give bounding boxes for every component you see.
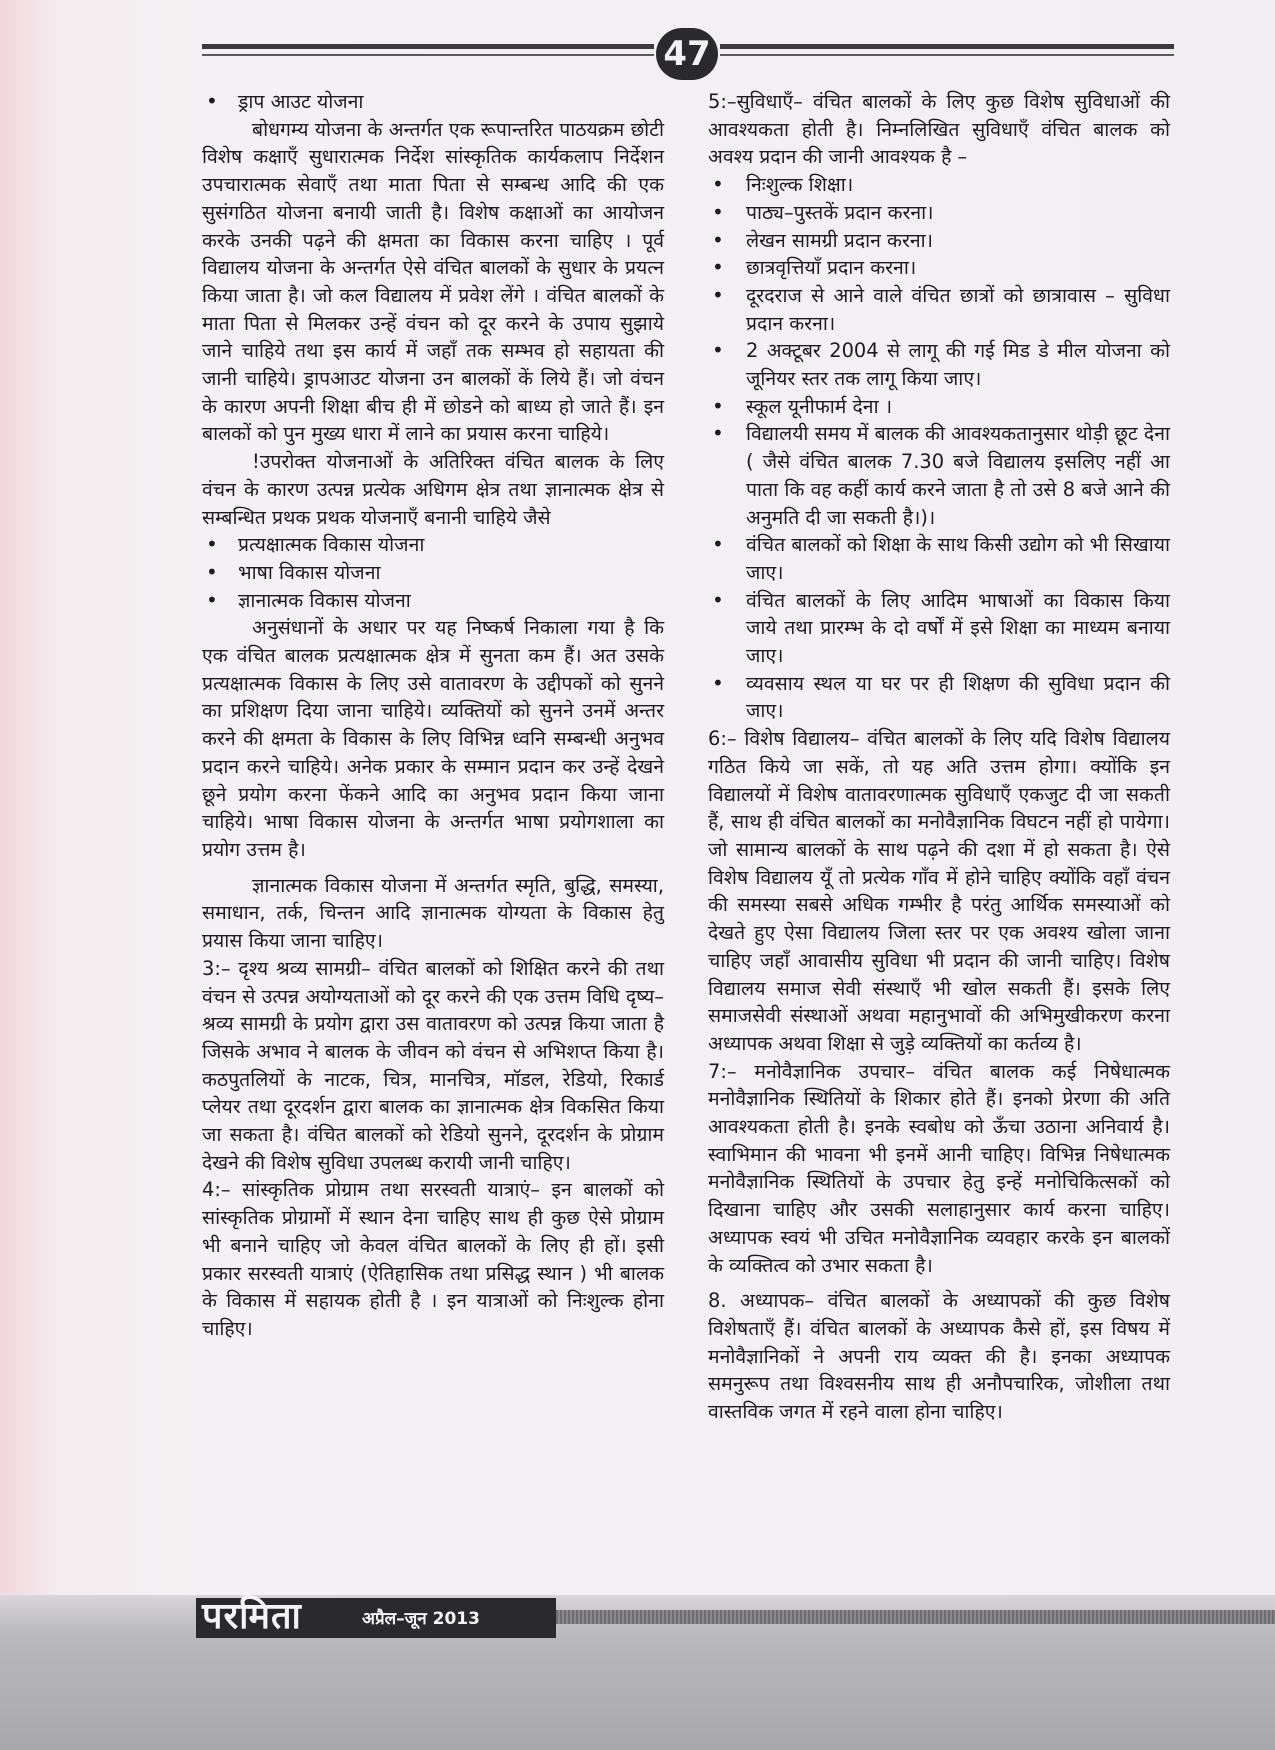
issue-date: अप्रैल–जून 2013 — [362, 1609, 480, 1629]
paragraph: बोधगम्य योजना के अन्तर्गत एक रूपान्तरित पाठयक्रम छोटी विशेष कक्षाएँ सुधारात्मक निर्देश सांस्कृतिक कार्यकलाप निर्देशन उपचारात्मक सेवाएँ तथा माता पिता से सम्बन्ध आदि की एक सुसंगठित योजना बनायी जाती है। विशेष कक्षाओं का आयोजन करके उनकी पढ़ने की क्षमता का विकास करना चाहिए । पूर्व विद्यालय योजना के अन्तर्गत ऐसे वंचित बालकों के सुधार के प्रयत्न किया जाता है। जो कल विद्यालय में प्रवेश लेंगे । वंचित बालकों के माता पिता से मिलकर उन्हें वंचन को दूर करने के उपाय सुझाये जाने चाहिये तथा इस कार्य में जहाँ तक सम्भव हो सहायता की जानी चाहिये। ड्रापआउट योजना उन बालकों कें लिये हैं। जो वंचन के कारण अपनी शिक्षा बीच ही में छोडने को बाध्य हो जाते हैं। इन बालकों को पुन मुख्य धारा में लाने का प्रयास करना चाहिये। — [202, 117, 664, 446]
header-rule-right-thin — [720, 54, 1174, 56]
list-item: • प्रत्यक्षात्मक विकास योजना — [202, 531, 664, 559]
list-item: • लेखन सामग्री प्रदान करना। — [708, 227, 1170, 255]
plans-list — [202, 531, 664, 614]
list-item: • भाषा विकास योजना — [202, 559, 664, 587]
list-item: • ज्ञानात्मक विकास योजना — [202, 587, 664, 615]
list-item: • वंचित बालकों के लिए आदिम भाषाओं का विकास किया जाये तथा प्रारम्भ के दो वर्षों में इसे शिक्षा का माध्यम बनाया जाए। — [708, 587, 1170, 670]
page-number: 47 — [656, 28, 718, 80]
paragraph: 8. अध्यापक– वंचित बालकों के अध्यापकों की कुछ विशेष विशेषताएँ हैं। वंचित बालकों के अध्यापक कैसे हों, इस विषय में मनोवैज्ञानिकों ने अपनी राय व्यक्त की है। इनका अध्यापक समनुरूप तथा विश्वसनीय साथ ही अनौपचारिक, जोशीला तथा वास्तविक जगत में रहने वाला होना चाहिए। — [708, 1289, 1170, 1424]
list-item: • वंचित बालकों को शिक्षा के साथ किसी उद्योग को भी सिखाया जाए। — [708, 531, 1170, 586]
left-column — [202, 88, 664, 1343]
paragraph: 4:– सांस्कृतिक प्रोग्राम तथा सरस्वती यात्राएं– इन बालकों को सांस्कृतिक प्रोग्रामों में स्थान देना चाहिए साथ ही कुछ ऐसे प्रोग्राम भी बनाने चाहिए जो केवल वंचित बालकों के लिए ही हों। इसी प्रकार सरस्वती यात्राएं (ऐतिहासिक तथा प्रसिद्ध स्थान ) भी बालक के विकास में सहायक होती है । इन यात्राओं को निःशुल्क होना चाहिए। — [202, 1178, 664, 1340]
list-item: • विद्यालयी समय में बालक की आवश्यकतानुसार थोड़ी छूट देना ( जैसे वंचित बालक 7.30 बजे विद्यालय इसलिए नहीं आ पाता कि वह कहीं कार्य करने जाता है तो उसे 8 बजे आने की अनुमति दी जा सकती है।)। — [708, 420, 1170, 531]
paragraph: 3:– दृश्य श्रव्य सामग्री– वंचित बालकों को शिक्षित करने की तथा वंचन से उत्पन्न अयोग्यताओं को दूर करने की एक उत्तम विधि दृष्य–श्रव्य सामग्री के प्रयोग द्वारा उस वातावरण को उत्पन्न किया जाता है जिसके अभाव ने बालक के जीवन को वंचन से अभिशप्त किया है। कठपुतलियों के नाटक, चित्र, मानचित्र, मॉडल, रेडियो, रिकार्ड प्लेयर तथा दूरदर्शन द्वारा बालक का ज्ञानात्मक क्षेत्र विकसित किया जा सकता है। वंचित बालकों को रेडियो सुनने, दूरदर्शन के प्रोग्राम देखने की विशेष सुविधा उपलब्ध करायी जानी चाहिए। — [202, 956, 664, 1174]
list-item: • 2 अक्टूबर 2004 से लागू की गई मिड डे मील योजना को जूनियर स्तर तक लागू किया जाए। — [708, 337, 1170, 392]
paragraph: 6:– विशेष विद्यालय– वंचित बालकों के लिए यदि विशेष विद्यालय गठित किये जा सकें, तो यह अति उत्तम होगा। क्योंकि इन विद्यालयों में विशेष वातावरणात्मक सुविधाएँ एकजुट दी जा सकती हैं, साथ ही वंचित बालकों का मनोवैज्ञानिक विघटन नहीं हो पायेगा। जो सामान्य बालकों के साथ पढ़ने की दशा में हो सकता है। ऐसे विशेष विद्यालय यूँ तो प्रत्येक गाँव में होने चाहिए क्योंकि वहाँ वंचन की समस्या सबसे अधिक गम्भीर है परंतु आर्थिक समस्याओं को देखते हुए ऐसा विद्यालय जिला स्तर पर एक अवश्य खोला जाना चाहिए जहाँ आवासीय सुविधा भी प्रदान की जानी चाहिए। विशेष विद्यालय समाज सेवी संस्थाएँ भी खोल सकती हैं। इसके लिए समाजसेवी संस्थाओं अथवा महानुभावों की अभिमुखीकरण करना अध्यापक अथवा शिक्षा से जुड़े व्यक्तियों का कर्तव्य है। — [708, 727, 1170, 1055]
dropout-list — [202, 88, 664, 116]
right-column — [708, 88, 1170, 1426]
paragraph: अनुसंधानों के अधार पर यह निष्कर्ष निकाला गया है कि एक वंचित बालक प्रत्यक्षात्मक क्षेत्र में सुनता कम हैं। अत उसके प्रत्यक्षात्मक विकास के लिए उसे वातावरण के उद्दीपकों को सुनने का प्रशिक्षण दिया जाना चाहिये। व्यक्तियों को सुनने उनमें अन्तर करने की क्षमता के विकास के लिए विभिन्न ध्वनि सम्बन्धी अनुभव प्रदान करने चाहिये। अनेक प्रकार के सम्मान प्रदान कर उन्हें देखने छूने प्रयोग करना फेंकने आदि का अनुभव प्रदान किया जाना चाहिये। भाषा विकास योजना के अन्तर्गत भाषा प्रयोगशाला का प्रयोग उत्तम है। — [202, 616, 664, 861]
header-rule-right — [720, 44, 1174, 49]
list-item: • ड्राप आउट योजना — [202, 88, 664, 116]
list-item: • पाठ्य–पुस्तकें प्रदान करना। — [708, 199, 1170, 227]
facilities-list — [708, 171, 1170, 725]
list-item: • छात्रवृत्तियाँ प्रदान करना। — [708, 254, 1170, 282]
footer-bar — [196, 1595, 556, 1638]
footer-rule — [556, 1610, 1275, 1624]
paragraph: 5:–सुविधाएँ– वंचित बालकों के लिए कुछ विशेष सुविधाओं की आवश्यकता होती है। निम्नलिखित सुविधाएँ वंचित बालक को अवश्य प्रदान की जानी आवश्यक है – — [708, 90, 1170, 169]
paragraph: !उपरोक्त योजनाओं के अतिरिक्त वंचित बालक के लिए वंचन के कारण उत्पन्न प्रत्येक अधिगम क्षेत्र तथा ज्ञानात्मक क्षेत्र से सम्बन्धित प्रथक प्रथक योजनाएँ बनानी चाहिये जैसे — [202, 450, 664, 529]
header-rule-left-thin — [202, 54, 654, 56]
header-rule-left — [202, 44, 654, 49]
list-item: • स्कूल यूनीफार्म देना । — [708, 393, 1170, 421]
list-item: • दूरदराज से आने वाले वंचित छात्रों को छात्रावास – सुविधा प्रदान करना। — [708, 282, 1170, 337]
list-item: • निःशुल्क शिक्षा। — [708, 171, 1170, 199]
paragraph: 7:– मनोवैज्ञानिक उपचार– वंचित बालक कई निषेधात्मक मनोवैज्ञानिक स्थितियों के शिकार होते हैं। इनको प्रेरणा की अति आवश्यकता होती है। इनके स्वबोध को ऊँचा उठाना अनिवार्य है। स्वाभिमान की भावना भी इनमें आनी चाहिए। विभिन्न निषेधात्मक मनोवैज्ञानिक स्थितियों के उपचार हेतु इन्हें मनोचिकित्सकों को दिखाना चाहिए और उसकी सलाहानुसार कार्य करना चाहिए। अध्यापक स्वयं भी उचित मनोवैज्ञानिक व्यवहार करके इन बालकों के व्यक्तित्व को उभार सकता है। — [708, 1059, 1170, 1277]
list-item: • व्यवसाय स्थल या घर पर ही शिक्षण की सुविधा प्रदान की जाए। — [708, 670, 1170, 725]
magazine-logo: परमिता — [202, 1595, 302, 1637]
paragraph: ज्ञानात्मक विकास योजना में अन्तर्गत स्मृति, बुद्धि, समस्या, समाधान, तर्क, चिन्तन आदि ज्ञानात्मक योग्यता के विकास हेतु प्रयास किया जाना चाहिए। — [202, 873, 664, 953]
